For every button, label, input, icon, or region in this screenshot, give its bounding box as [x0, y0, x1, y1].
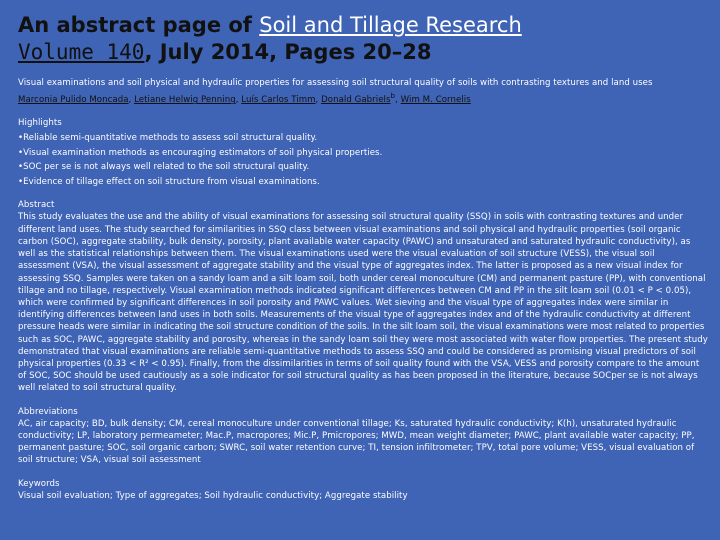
author-link[interactable]: Luís Carlos Timm	[241, 95, 316, 106]
abbreviations-text: AC, air capacity; BD, bulk density; CM, cereal monoculture under conventional tillage; Ks, saturated hydraulic conductivity; K(h), unsaturated hydraulic conductivity; LP, laboratory permeameter; Mac.P, macropores; Mic.P, Pmicropores; MWD, mean weight diameter; PAWC, plant available water capacity; PP, permanent pasture; SOC, soil organic carbon; SWRC, soil water retention curve; TI, tension infiltrometer; TPV, total pore volume; VESS, visual evaluation of soil structure; VSA, visual soil assessment	[18, 418, 695, 466]
abstract-page	[18, 12, 708, 502]
volume-link[interactable]: Volume 140	[18, 40, 145, 64]
article-title: Visual examinations and soil physical and hydraulic properties for assessing soil structural quality of soils with contrasting textures and land uses	[18, 78, 653, 88]
page-title	[18, 12, 708, 66]
author-link[interactable]: Donald Gabriels	[321, 95, 391, 106]
keywords-heading: Keywords	[18, 478, 60, 489]
highlights-heading: Highlights	[18, 118, 62, 129]
abstract-heading: Abstract	[18, 200, 55, 211]
abbreviations-section	[18, 406, 708, 467]
author-list: Marconia Pulido Moncada, Letiane Helwig Penning, Luís Carlos Timm, Donald Gabriels$^b$, Wim M. Cornelis	[18, 91, 471, 106]
highlight-item: •SOC per se is not always well related to the soil structural quality.	[18, 162, 310, 173]
keywords-text: Visual soil evaluation; Type of aggregates; Soil hydraulic conductivity; Aggregate stability	[18, 490, 408, 501]
highlight-item: •Reliable semi-quantitative methods to assess soil structural quality.	[18, 132, 318, 143]
highlight-item: •Visual examination methods as encouraging estimators of soil physical properties.	[18, 147, 383, 158]
author-mark: b	[390, 91, 396, 101]
keywords-section	[18, 478, 708, 502]
author-link[interactable]: Letiane Helwig Penning	[134, 95, 236, 106]
highlights-section	[18, 117, 708, 188]
issue-info: , July 2014, Pages 20–28	[144, 40, 432, 64]
author-link[interactable]: Wim M. Cornelis	[400, 95, 471, 106]
author-link[interactable]: Marconia Pulido Moncada	[18, 95, 129, 106]
title-prefix: An abstract page of	[18, 13, 260, 37]
journal-link[interactable]: Soil and Tillage Research	[259, 13, 522, 37]
highlight-item: •Evidence of tillage effect on soil structure from visual examinations.	[18, 177, 320, 188]
abstract-section	[18, 199, 708, 394]
abbreviations-heading: Abbreviations	[18, 406, 78, 417]
abstract-text: This study evaluates the use and the ability of visual examinations for assessing soil structural quality (SSQ) in soils with contrasting textures and under different land uses. The study searched for similarities in SSQ class between visual examinations and soil physical and hydraulic properties (soil organic carbon (SOC), aggregate stability, bulk density, porosity, plant available water capacity (PAWC) and unsaturated and saturated hydraulic conductivity), as well as the statistical relationships between them. The visual examinations used were the visual evaluation of soil structure (VESS), the visual soil assessment (VSA), the visual assessment of aggregate stability and the visual type of aggregates index. The latter is proposed as a new visual index for assessing SSQ. Samples were taken on a sandy loam and a silt loam soil, both under cereal monoculture (CM) and permanent pasture (PP), with conventional tillage and no tillage, respectively. Visual examination methods indicated significant differences between CM and PP in the silt loam soil (0.01 < P < 0.05), which were confirmed by significant differences in soil porosity and PAWC values. Wet sieving and the visual type of aggregates index were similar in identifying differences between land uses in both soils. Measurements of the visual type of aggregates index and of the hydraulic conductivity at different pressure heads were similar in indicating the soil structure condition of the soils. In the silt loam soil, the visual examinations were most related to properties such as SOC, PAWC, aggregate stability and porosity, whereas in the sandy loam soil they were most associated with water flow properties. The present study demonstrated that visual examinations are reliable semi-quantitative methods to assess SSQ and could be considered as promising visual predictors of soil physical properties (0.33 < R² < 0.95). Finally, from the dissimilarities in terms of soil quality found with the VSA, VESS and porosity compare to the amount of SOC, SOC should be used cautiously as a sole indicator for soil structural quality as has been proposed in the literature, because SOCper se is not always well related to soil structural quality.	[18, 212, 708, 394]
